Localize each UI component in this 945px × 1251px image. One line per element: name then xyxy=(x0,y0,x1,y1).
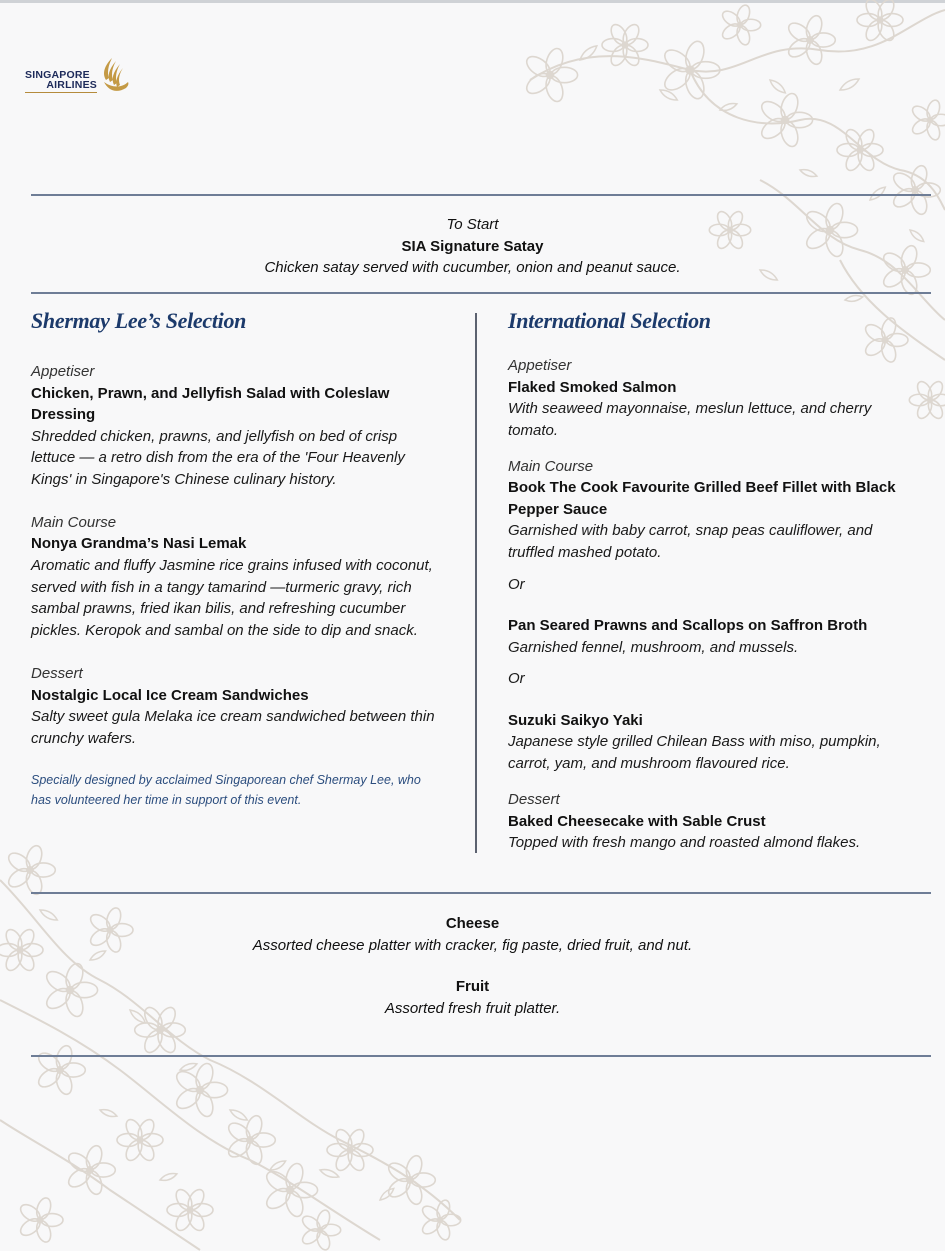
flower-ornament xyxy=(300,1209,341,1251)
finish-section xyxy=(0,913,945,1019)
flower-ornament xyxy=(785,14,835,66)
dish-description: With seaweed mayonnaise, meslun lettuce, and cherry tomato. xyxy=(508,400,872,439)
left-column-title: Shermay Lee’s Selection xyxy=(31,308,247,333)
dish-name: Suzuki Saikyo Yaki xyxy=(508,711,643,729)
course-label: Appetiser xyxy=(508,357,572,374)
course-label: Main Course xyxy=(31,513,117,531)
vine-ornament xyxy=(530,10,945,80)
flower-ornament xyxy=(837,127,883,173)
divider-above-finish xyxy=(31,892,931,894)
leaf-ornament xyxy=(770,80,785,93)
dish-description: Japanese style grilled Chilean Bass with miso, pumpkin, carrot, yam, and mushroom flavoured rice. xyxy=(508,733,881,773)
leaf-ornament xyxy=(180,1063,197,1070)
dish-name: Nostalgic Local Ice Cream Sandwiches xyxy=(31,686,309,704)
leaf-ornament xyxy=(320,1170,339,1178)
leaf-ornament xyxy=(100,1110,117,1117)
floral-pattern-bottom-left xyxy=(0,840,470,1251)
course-main xyxy=(31,512,441,642)
course-appetiser xyxy=(31,361,441,491)
divider-below-starter xyxy=(31,292,931,294)
course-label: Main Course xyxy=(508,457,594,475)
page-top-border xyxy=(0,0,945,3)
or-separator: Or xyxy=(508,575,525,593)
flower-ornament xyxy=(18,1196,63,1244)
starter-dish-description: Chicken satay served with cucumber, onion and peanut sauce. xyxy=(264,259,681,276)
leaf-ornament xyxy=(800,170,817,177)
logo-line-1: SINGAPORE xyxy=(25,69,90,81)
flower-ornament xyxy=(720,4,761,47)
leaf-ornament xyxy=(580,46,597,60)
singapore-airlines-logo xyxy=(25,58,133,98)
logo-underline xyxy=(25,92,97,93)
shermay-lee-selection xyxy=(31,308,441,810)
course-label: Dessert xyxy=(508,791,560,809)
leaf-ornament xyxy=(660,90,677,100)
dish-description: Shredded chicken, prawns, and jellyfish on bed of crisp lettuce — a retro dish from the era of the 'Four Heavenly Kings' in Singapore's Chinese culinary history. xyxy=(31,427,405,489)
leaf-ornament xyxy=(720,103,737,110)
dish-name: Baked Cheesecake with Sable Crust xyxy=(508,812,766,830)
dish-description: Garnished with baby carrot, snap peas cauliflower, and truffled mashed potato. xyxy=(508,522,873,561)
leaf-ornament xyxy=(840,79,859,90)
starter-section xyxy=(0,214,945,279)
course-dessert xyxy=(508,789,908,854)
starter-label: To Start xyxy=(446,216,499,233)
flower-ornament xyxy=(758,91,812,148)
fruit-description: Assorted fresh fruit platter. xyxy=(384,999,561,1017)
dish-description: Topped with fresh mango and roasted almond flakes. xyxy=(508,834,861,852)
vine-ornament xyxy=(0,1000,380,1240)
dish-name: Nonya Grandma’s Nasi Lemak xyxy=(31,535,247,553)
flower-ornament xyxy=(225,1114,275,1166)
starter-dish-name: SIA Signature Satay xyxy=(401,237,544,255)
flower-ornament xyxy=(327,1127,373,1173)
flower-ornament xyxy=(602,22,648,68)
flower-ornament xyxy=(65,1144,115,1196)
course-label: Dessert xyxy=(31,665,83,683)
logo-wordmark xyxy=(25,70,97,90)
flower-ornament xyxy=(117,1117,163,1163)
international-selection xyxy=(508,308,908,854)
flower-ornament xyxy=(5,844,55,896)
flower-ornament xyxy=(857,0,903,43)
leaf-ornament xyxy=(380,1188,394,1200)
flower-ornament xyxy=(263,1161,317,1218)
cheese-course xyxy=(243,913,703,956)
or-separator: Or xyxy=(508,670,525,688)
flower-ornament xyxy=(523,46,577,103)
divider-bottom xyxy=(31,1055,931,1057)
bird-icon xyxy=(98,58,130,96)
logo-line-2: AIRLINES xyxy=(46,79,97,91)
dish-name: Book The Cook Favourite Grilled Beef Fillet with Black Pepper Sauce xyxy=(508,479,896,518)
leaf-ornament xyxy=(845,296,863,302)
right-column-title: International Selection xyxy=(508,308,711,333)
vine-ornament xyxy=(0,1120,200,1250)
flower-ornament xyxy=(420,1199,461,1242)
chef-note: Specially designed by acclaimed Singaporean chef Shermay Lee, who has volunteered her time in support of this event. xyxy=(31,772,421,807)
dish-name: Flaked Smoked Salmon xyxy=(508,378,677,396)
leaf-ornament xyxy=(270,1161,286,1170)
flower-ornament xyxy=(661,39,720,101)
cheese-description: Assorted cheese platter with cracker, fig paste, dried fruit, and nut. xyxy=(252,936,693,954)
dish-name: Pan Seared Prawns and Scallops on Saffron Broth xyxy=(508,617,868,635)
course-label: Appetiser xyxy=(31,363,95,380)
course-main xyxy=(508,456,908,775)
flower-ornament xyxy=(167,1187,213,1233)
fruit-name: Fruit xyxy=(455,978,490,995)
flower-ornament xyxy=(35,1044,85,1096)
course-appetiser xyxy=(508,355,908,442)
divider-top xyxy=(31,194,931,196)
leaf-ornament xyxy=(230,1110,247,1120)
dish-description: Garnished fennel, mushroom, and mussels. xyxy=(508,638,799,656)
dish-description: Salty sweet gula Melaka ice cream sandwiched between thin crunchy wafers. xyxy=(31,708,435,747)
dish-name: Chicken, Prawn, and Jellyfish Salad with Coleslaw Dressing xyxy=(31,384,390,423)
leaf-ornament xyxy=(160,1173,177,1180)
column-divider xyxy=(475,313,477,853)
vine-ornament xyxy=(690,70,945,210)
course-dessert xyxy=(31,663,441,750)
fruit-course xyxy=(243,976,703,1019)
flower-ornament xyxy=(910,99,945,142)
flower-ornament xyxy=(173,1061,227,1118)
cheese-name: Cheese xyxy=(445,915,500,932)
flower-ornament xyxy=(909,379,945,420)
dish-description: Aromatic and fluffy Jasmine rice grains infused with coconut, served with fish in a tangy tamarind —turmeric gravy, rich sambal prawns, fried ikan bilis, and refreshing cucumber pickles. Keropok and sambal on the side to dip and snack. xyxy=(31,556,433,640)
flower-ornament xyxy=(890,164,940,216)
flower-ornament xyxy=(385,1154,435,1206)
